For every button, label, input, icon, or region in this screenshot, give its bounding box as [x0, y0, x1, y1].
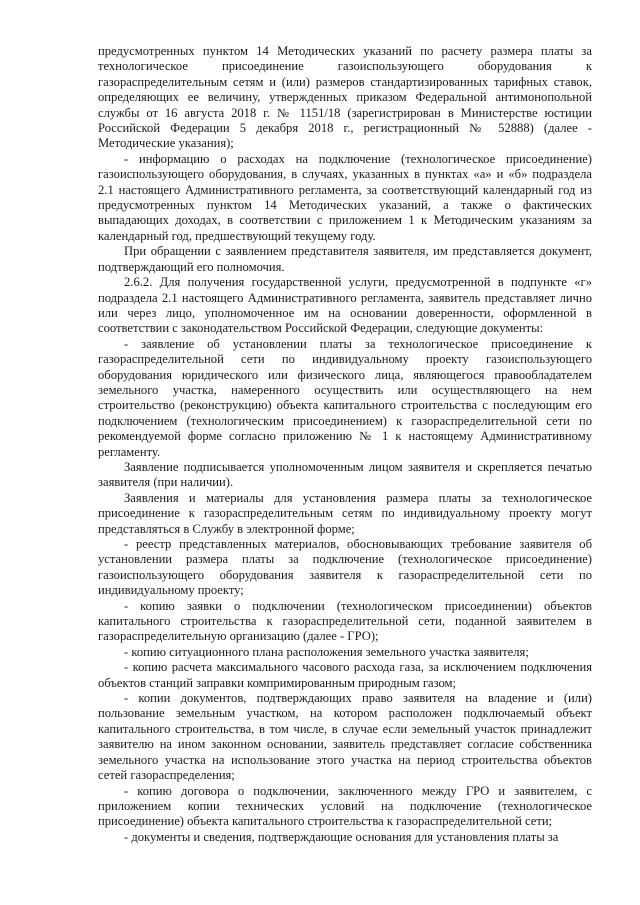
- list-item-registry: - реестр представленных материалов, обосновывающих требование заявителя об установлении размера платы за подключение (технологическое присоединение) газоиспользующего оборудования заявителя к газораспределительной сети по индивидуальному проекту;: [98, 537, 592, 598]
- paragraph-signature: Заявление подписывается уполномоченным лицом заявителя и скрепляется печатью заявителя (при наличии).: [98, 459, 592, 490]
- paragraph-representative: При обращении с заявлением представителя заявителя, им представляется документ, подтверждающий его полномочия.: [98, 244, 592, 274]
- paragraph-electronic-form: Заявления и материалы для установления размера платы за технологическое присоединение к газораспределительным сетям по индивидуальному проекту могут представляться в Службу в электронной форме;: [98, 490, 592, 536]
- list-item-contract-copy: - копию договора о подключении, заключенного между ГРО и заявителем, с приложением копии технических условий на подключение (технологическое присоединение) объекта капитального строительства к газораспределительной сети;: [98, 783, 592, 829]
- list-item-situation-plan: - копию ситуационного плана расположения земельного участка заявителя;: [124, 644, 529, 659]
- document-body: [98, 44, 592, 845]
- list-item-request-copy: - копию заявки о подключении (технологическом присоединении) объектов капитального строительства к газораспределительной сети, поданной заявителем в газораспределительную организацию (далее - ГРО);: [98, 598, 592, 644]
- paragraph-2-6-2: 2.6.2. Для получения государственной услуги, предусмотренной в подпункте «г» подраздела 2.1 настоящего Административного регламента, заявитель представляет лично или через лицо, уполномоченное им на основании доверенности, оформленной в соответствии с законодательством Российской Федерации, следующие документы:: [98, 275, 592, 336]
- list-item-documents: - документы и сведения, подтверждающие основания для установления платы за: [124, 829, 559, 844]
- list-item-gas-calculation: - копию расчета максимального часового расхода газа, за исключением подключения объектов станций заправки компримированным природным газом;: [98, 660, 592, 690]
- paragraph-expenses-info: - информацию о расходах на подключение (технологическое присоединение) газоиспользующего оборудования, в случаях, указанных в пунктах «а» и «б» подраздела 2.1 настоящего Административного регламента, за соответствующий календарный год из предусмотренных пунктом 14 Методических указаний, а также о фактических выпадающих доходах, в соответствии с приложением 1 к Методическим указаниям за календарный год, предшествующий текущему году.: [98, 151, 592, 243]
- paragraph-continuation: предусмотренных пунктом 14 Методических указаний по расчету размера платы за технологическое присоединение газоиспользующего оборудования к газораспределительным сетям и (или) размеров стандартизированных тарифных ставок, определяющих ее величину, утвержденных приказом Федеральной антимонопольной службы от 16 августа 2018 г. № 1151/18 (зарегистрирован в Министерстве юстиции Российской Федерации 5 декабря 2018 г., регистрационный № 52888) (далее - Методические указания);: [98, 44, 592, 151]
- list-item-land-rights: - копии документов, подтверждающих право заявителя на владение и (или) пользование земельным участком, на котором расположен подключаемый объект капитального строительства, в том числе, в случае если земельный участок принадлежит заявителю на ином законном основании, заявитель представляет согласие собственника земельного участка на использование этого участка на период строительства объектов сетей газораспределения;: [98, 691, 592, 783]
- list-item-application: - заявление об установлении платы за технологическое присоединение к газораспределительной сети по индивидуальному проекту газоиспользующего оборудования юридического или физического лица, являющегося правообладателем земельного участка, намеренного осуществить или осуществляющего на нем строительство (реконструкцию) объекта капитального строительства с последующим его подключением (технологическим присоединением) к газораспределительной сети по рекомендуемой форме согласно приложению № 1 к настоящему Административному регламенту.: [98, 336, 592, 459]
